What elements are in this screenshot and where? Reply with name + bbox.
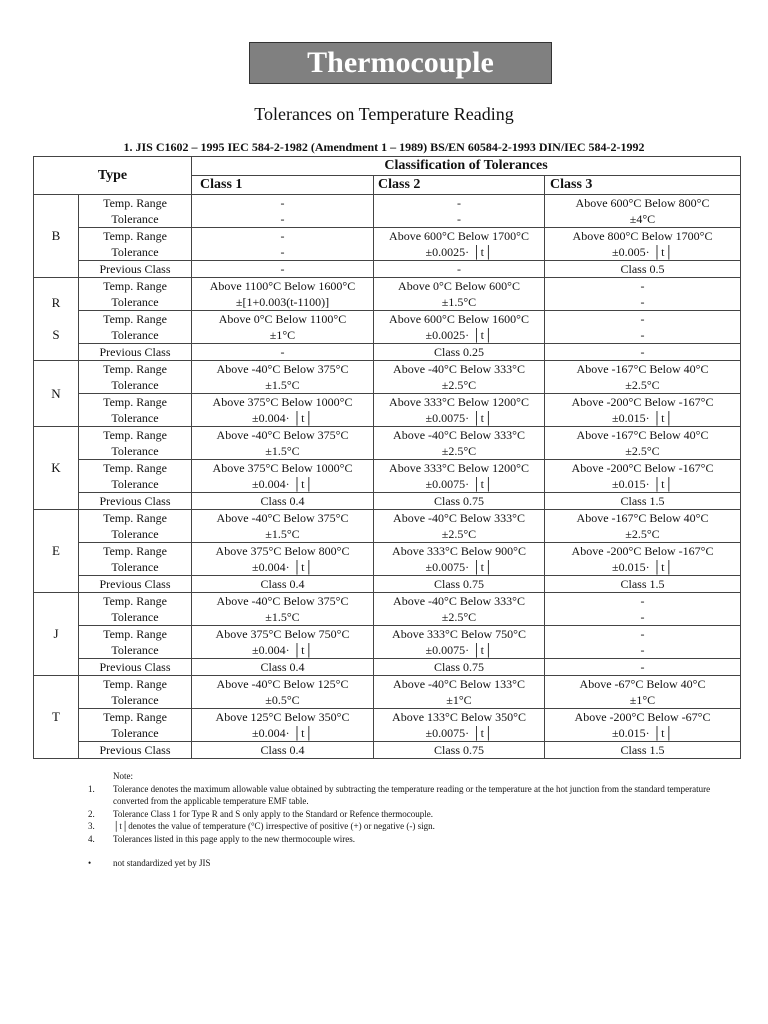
tolerance-label: Tolerance: [79, 609, 192, 626]
class-3-cell: ±0.005· │t│: [545, 244, 741, 261]
class-2-cell: Above 333°C Below 1200°C: [374, 394, 545, 411]
class-1-cell: Above 125°C Below 350°C: [192, 709, 374, 726]
class-2-cell: ±1.5°C: [374, 294, 545, 311]
table-row: [34, 427, 741, 444]
class-1-cell: Above 1100°C Below 1600°C: [192, 278, 374, 295]
class-2-cell: Above 133°C Below 350°C: [374, 709, 545, 726]
class-1-cell: ±0.5°C: [192, 692, 374, 709]
note-number: 4.: [88, 833, 95, 844]
previous-class-1-cell: Class 0.4: [192, 742, 374, 759]
class-2-cell: ±0.0075· │t│: [374, 476, 545, 493]
table-row: [34, 311, 741, 328]
class-2-cell: ±2.5°C: [374, 377, 545, 394]
temp-range-label: Temp. Range: [79, 510, 192, 527]
temp-range-label: Temp. Range: [79, 394, 192, 411]
note-text: │t│denotes the value of temperature (°C) irrespective of positive (+) or negative (-) sign.: [113, 821, 435, 831]
temp-range-label: Temp. Range: [79, 676, 192, 693]
table-row: [34, 294, 741, 311]
class-2-cell: Above -40°C Below 333°C: [374, 361, 545, 378]
type-cell: J: [34, 593, 79, 676]
class-2-cell: ±0.0025· │t│: [374, 244, 545, 261]
class-2-cell: ±0.0025· │t│: [374, 327, 545, 344]
previous-class-row: [34, 576, 741, 593]
previous-class-3-cell: Class 1.5: [545, 493, 741, 510]
class-2-cell: ±0.0075· │t│: [374, 410, 545, 427]
class-2-cell: Above 333°C Below 750°C: [374, 626, 545, 643]
tolerance-label: Tolerance: [79, 725, 192, 742]
class-3-cell: -: [545, 609, 741, 626]
page-subtitle: Tolerances on Temperature Reading: [254, 104, 514, 124]
bullet-note: [88, 857, 728, 870]
class-1-cell: ±1°C: [192, 327, 374, 344]
class-2-cell: Above 600°C Below 1700°C: [374, 228, 545, 245]
note-item: [88, 808, 728, 821]
note-text: Tolerance Class 1 for Type R and S only apply to the Standard or Refence thermocouple.: [113, 808, 433, 819]
class-1-cell: Above 375°C Below 750°C: [192, 626, 374, 643]
previous-class-row: [34, 493, 741, 510]
class-1-cell: ±1.5°C: [192, 526, 374, 543]
class-3-cell: Above -200°C Below -67°C: [545, 709, 741, 726]
previous-class-2-cell: Class 0.25: [374, 344, 545, 361]
temp-range-label: Temp. Range: [79, 361, 192, 378]
note-text: Tolerance denotes the maximum allowable value obtained by subtracting the temperature reading or the temperature at the hot junction from the standard temperature converted from the applicable temperature EMF table.: [113, 783, 711, 806]
table-row: [34, 195, 741, 212]
previous-class-1-cell: Class 0.4: [192, 576, 374, 593]
table-row: [34, 676, 741, 693]
class-3-cell: -: [545, 311, 741, 328]
tolerance-label: Tolerance: [79, 642, 192, 659]
tolerance-label: Tolerance: [79, 377, 192, 394]
previous-class-2-cell: Class 0.75: [374, 493, 545, 510]
temp-range-label: Temp. Range: [79, 278, 192, 295]
class-1-cell: Above -40°C Below 375°C: [192, 510, 374, 527]
table-row: [34, 244, 741, 261]
class-3-cell: -: [545, 626, 741, 643]
class-1-cell: Above 375°C Below 1000°C: [192, 394, 374, 411]
temp-range-label: Temp. Range: [79, 709, 192, 726]
type-cell: R S: [34, 278, 79, 361]
class-3-cell: -: [545, 327, 741, 344]
class-3-cell: Above 800°C Below 1700°C: [545, 228, 741, 245]
class-3-cell: Above 600°C Below 800°C: [545, 195, 741, 212]
class-3-cell: ±1°C: [545, 692, 741, 709]
previous-class-1-cell: Class 0.4: [192, 659, 374, 676]
class-1-cell: ±1.5°C: [192, 443, 374, 460]
tolerance-table: [33, 156, 741, 759]
class-3-cell: Above -167°C Below 40°C: [545, 361, 741, 378]
class-1-cell: ±0.004· │t│: [192, 725, 374, 742]
previous-class-row: [34, 659, 741, 676]
class-3-cell: ±0.015· │t│: [545, 410, 741, 427]
table-row: [34, 443, 741, 460]
class-3-cell: -: [545, 294, 741, 311]
tolerance-label: Tolerance: [79, 211, 192, 228]
previous-class-label: Previous Class: [79, 742, 192, 759]
class-3-cell: ±2.5°C: [545, 526, 741, 543]
temp-range-label: Temp. Range: [79, 427, 192, 444]
class-1-cell: Above -40°C Below 125°C: [192, 676, 374, 693]
previous-class-row: [34, 742, 741, 759]
table-row: [34, 626, 741, 643]
class-3-cell: ±0.015· │t│: [545, 476, 741, 493]
previous-class-row: [34, 344, 741, 361]
temp-range-label: Temp. Range: [79, 593, 192, 610]
previous-class-2-cell: Class 0.75: [374, 659, 545, 676]
class-3-cell: Above -167°C Below 40°C: [545, 510, 741, 527]
class-3-cell: Above -200°C Below -167°C: [545, 543, 741, 560]
table-row: [34, 476, 741, 493]
table-row: [34, 725, 741, 742]
previous-class-2-cell: Class 0.75: [374, 576, 545, 593]
class-1-header: Class 1: [192, 176, 374, 195]
table-row: [34, 460, 741, 477]
class-3-cell: ±0.015· │t│: [545, 559, 741, 576]
class-2-cell: Above 333°C Below 1200°C: [374, 460, 545, 477]
previous-class-label: Previous Class: [79, 261, 192, 278]
class-2-cell: ±2.5°C: [374, 526, 545, 543]
note-number: 3.: [88, 821, 95, 831]
notes-section: [88, 770, 728, 870]
type-cell: B: [34, 195, 79, 278]
previous-class-row: [34, 261, 741, 278]
class-2-cell: ±2.5°C: [374, 443, 545, 460]
table-row: [34, 361, 741, 378]
table-row: [34, 410, 741, 427]
previous-class-3-cell: Class 1.5: [545, 576, 741, 593]
temp-range-label: Temp. Range: [79, 228, 192, 245]
bullet-text: not standardized yet by JIS: [113, 858, 211, 868]
bullet-icon: •: [88, 858, 92, 868]
class-2-cell: -: [374, 211, 545, 228]
notes-title: Note:: [113, 771, 133, 781]
class-3-cell: -: [545, 593, 741, 610]
class-3-cell: ±4°C: [545, 211, 741, 228]
note-number: 2.: [88, 808, 95, 819]
table-row: [34, 228, 741, 245]
note-item: [88, 783, 728, 808]
class-1-cell: Above 375°C Below 800°C: [192, 543, 374, 560]
class-1-cell: ±1.5°C: [192, 609, 374, 626]
previous-class-3-cell: -: [545, 659, 741, 676]
table-row: [34, 211, 741, 228]
classification-header: Classification of Tolerances: [192, 157, 741, 176]
class-1-cell: ±0.004· │t│: [192, 559, 374, 576]
class-3-cell: ±0.015· │t│: [545, 725, 741, 742]
class-1-cell: ±1.5°C: [192, 377, 374, 394]
table-row: [34, 327, 741, 344]
table-row: [34, 278, 741, 295]
temp-range-label: Temp. Range: [79, 195, 192, 212]
previous-class-1-cell: Class 0.4: [192, 493, 374, 510]
note-item: [88, 833, 728, 846]
previous-class-2-cell: Class 0.75: [374, 742, 545, 759]
class-3-cell: ±2.5°C: [545, 377, 741, 394]
note-item: [88, 820, 728, 833]
class-1-cell: Above -40°C Below 375°C: [192, 593, 374, 610]
class-1-cell: Above 0°C Below 1100°C: [192, 311, 374, 328]
page-title: Thermocouple: [307, 46, 494, 79]
class-3-cell: Above -200°C Below -167°C: [545, 394, 741, 411]
class-2-cell: ±0.0075· │t│: [374, 642, 545, 659]
table-row: [34, 709, 741, 726]
table-row: [34, 692, 741, 709]
previous-class-label: Previous Class: [79, 493, 192, 510]
class-2-cell: Above 0°C Below 600°C: [374, 278, 545, 295]
previous-class-label: Previous Class: [79, 659, 192, 676]
class-3-cell: ±2.5°C: [545, 443, 741, 460]
previous-class-2-cell: -: [374, 261, 545, 278]
class-3-cell: Above -67°C Below 40°C: [545, 676, 741, 693]
note-number: 1.: [88, 783, 95, 794]
table-row: [34, 559, 741, 576]
previous-class-3-cell: -: [545, 344, 741, 361]
previous-class-1-cell: -: [192, 261, 374, 278]
class-1-cell: ±0.004· │t│: [192, 410, 374, 427]
tolerance-label: Tolerance: [79, 559, 192, 576]
class-1-cell: Above -40°C Below 375°C: [192, 361, 374, 378]
type-cell: E: [34, 510, 79, 593]
class-1-cell: -: [192, 228, 374, 245]
table-row: [34, 593, 741, 610]
previous-class-1-cell: -: [192, 344, 374, 361]
note-text: Tolerances listed in this page apply to the new thermocouple wires.: [113, 833, 356, 844]
previous-class-3-cell: Class 1.5: [545, 742, 741, 759]
tolerance-label: Tolerance: [79, 244, 192, 261]
type-cell: K: [34, 427, 79, 510]
class-1-cell: ±0.004· │t│: [192, 642, 374, 659]
table-row: [34, 609, 741, 626]
temp-range-label: Temp. Range: [79, 543, 192, 560]
temp-range-label: Temp. Range: [79, 460, 192, 477]
class-2-cell: ±0.0075· │t│: [374, 725, 545, 742]
class-2-header: Class 2: [374, 176, 545, 195]
temp-range-label: Temp. Range: [79, 311, 192, 328]
class-2-cell: ±2.5°C: [374, 609, 545, 626]
class-2-cell: -: [374, 195, 545, 212]
class-3-header: Class 3: [545, 176, 741, 195]
table-row: [34, 543, 741, 560]
type-header: Type: [34, 157, 192, 195]
class-1-cell: -: [192, 244, 374, 261]
class-3-cell: Above -200°C Below -167°C: [545, 460, 741, 477]
class-1-cell: Above 375°C Below 1000°C: [192, 460, 374, 477]
tolerance-label: Tolerance: [79, 410, 192, 427]
class-2-cell: Above -40°C Below 333°C: [374, 593, 545, 610]
class-2-cell: Above 333°C Below 900°C: [374, 543, 545, 560]
type-cell: T: [34, 676, 79, 759]
table-row: [34, 377, 741, 394]
previous-class-3-cell: Class 0.5: [545, 261, 741, 278]
class-2-cell: Above -40°C Below 333°C: [374, 427, 545, 444]
tolerance-label: Tolerance: [79, 692, 192, 709]
table-row: [34, 526, 741, 543]
temp-range-label: Temp. Range: [79, 626, 192, 643]
table-row: [34, 642, 741, 659]
class-1-cell: -: [192, 211, 374, 228]
type-cell: N: [34, 361, 79, 427]
tolerance-label: Tolerance: [79, 476, 192, 493]
class-2-cell: ±0.0075· │t│: [374, 559, 545, 576]
previous-class-label: Previous Class: [79, 344, 192, 361]
class-1-cell: ±0.004· │t│: [192, 476, 374, 493]
tolerance-label: Tolerance: [79, 327, 192, 344]
class-3-cell: -: [545, 642, 741, 659]
tolerance-label: Tolerance: [79, 294, 192, 311]
class-1-cell: ±[1+0.003(t-1100)]: [192, 294, 374, 311]
table-row: [34, 510, 741, 527]
tolerance-label: Tolerance: [79, 526, 192, 543]
standards-line: 1. JIS C1602 – 1995 IEC 584-2-1982 (Amendment 1 – 1989) BS/EN 60584-2-1993 DIN/IEC 584-2-1992: [123, 140, 645, 154]
class-2-cell: ±1°C: [374, 692, 545, 709]
tolerance-table-body: [34, 195, 741, 759]
class-1-cell: Above -40°C Below 375°C: [192, 427, 374, 444]
class-1-cell: -: [192, 195, 374, 212]
class-2-cell: Above -40°C Below 133°C: [374, 676, 545, 693]
class-2-cell: Above -40°C Below 333°C: [374, 510, 545, 527]
previous-class-label: Previous Class: [79, 576, 192, 593]
class-3-cell: -: [545, 278, 741, 295]
class-3-cell: Above -167°C Below 40°C: [545, 427, 741, 444]
tolerance-label: Tolerance: [79, 443, 192, 460]
class-2-cell: Above 600°C Below 1600°C: [374, 311, 545, 328]
title-banner: [249, 42, 552, 84]
table-row: [34, 394, 741, 411]
